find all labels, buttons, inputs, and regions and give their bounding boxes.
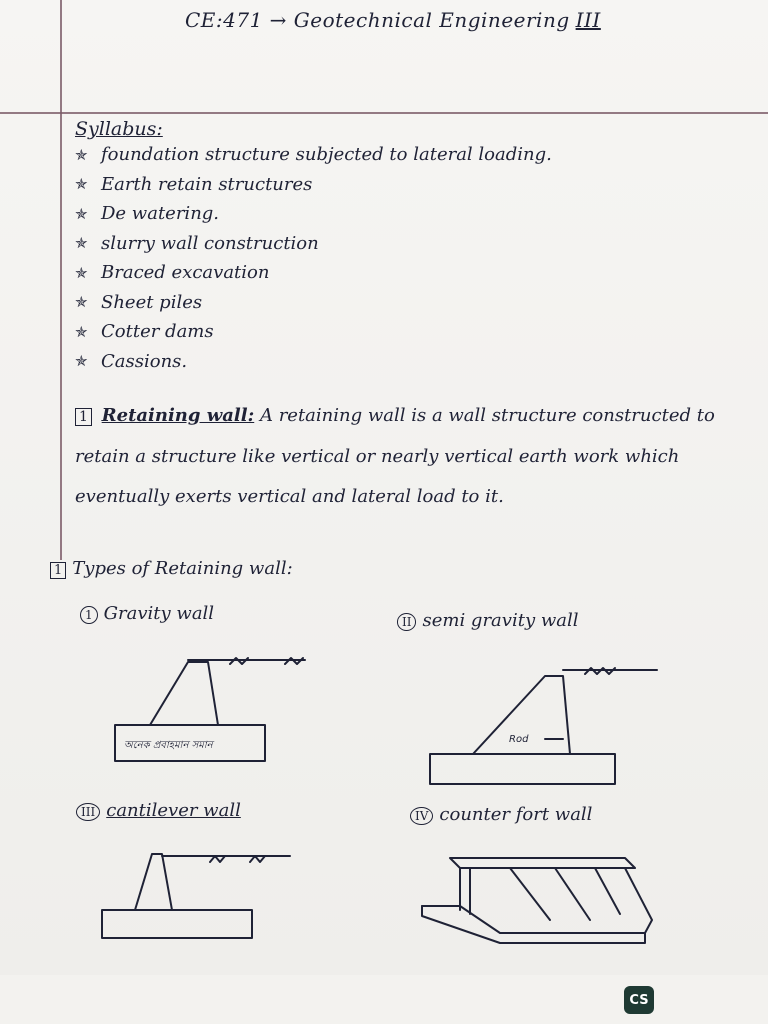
wall-number: IV xyxy=(410,807,433,825)
counterfort-base-outline xyxy=(422,868,652,933)
star-icon: ✯ xyxy=(75,293,88,312)
retaining-wall-heading: Retaining wall: xyxy=(101,405,255,426)
title-text: CE:471 → Geotechnical Engineering xyxy=(185,8,570,32)
syllabus-list xyxy=(75,140,552,376)
syllabus-item: Braced excavation xyxy=(101,262,270,284)
wall-label-gravity xyxy=(80,603,214,624)
syllabus-item: Cotter dams xyxy=(101,321,214,343)
types-heading-text: Types of Retaining wall: xyxy=(72,558,293,579)
list-item xyxy=(75,229,552,259)
camscanner-badge: CS xyxy=(624,986,654,1014)
semi-gravity-wall-sketch xyxy=(425,662,665,792)
wall-number: 1 xyxy=(80,606,98,624)
gravity-wall-sketch xyxy=(110,650,310,770)
gravity-base-label: অনেক প্রবাহমান সমান xyxy=(124,740,213,751)
syllabus-heading: Syllabus: xyxy=(75,118,163,140)
wall-number: II xyxy=(397,613,416,631)
section-number: 1 xyxy=(50,562,66,579)
cantilever-stem xyxy=(135,854,172,910)
star-icon: ✯ xyxy=(75,234,88,253)
types-heading xyxy=(50,558,293,579)
rod-label: Rod xyxy=(509,734,529,745)
counterfort-base xyxy=(422,906,645,943)
wall-name: Gravity wall xyxy=(103,603,215,624)
cantilever-base xyxy=(102,910,252,938)
star-icon: ✯ xyxy=(75,263,88,282)
list-item xyxy=(75,288,552,318)
cantilever-wall-sketch xyxy=(100,848,300,948)
syllabus-item: Cassions. xyxy=(101,350,188,372)
star-icon: ✯ xyxy=(75,175,88,194)
wall-label-cantilever xyxy=(76,800,241,821)
retaining-wall-definition xyxy=(75,396,765,517)
gravity-wall-body xyxy=(150,662,218,725)
syllabus-item: De watering. xyxy=(101,203,220,225)
semi-gravity-wall-base xyxy=(430,754,615,784)
wall-name: cantilever wall xyxy=(106,800,241,821)
star-icon: ✯ xyxy=(75,145,88,164)
list-item xyxy=(75,199,552,229)
list-item xyxy=(75,258,552,288)
title-roman: III xyxy=(575,8,601,32)
wall-label-counterfort xyxy=(410,804,592,825)
syllabus-item: slurry wall construction xyxy=(101,232,319,254)
retaining-wall-text: A retaining wall is a wall structure constructed to retain a structure like vertical or nearly vertical earth work which eventually exerts vertical and lateral load to it. xyxy=(75,405,715,507)
counterfort-wall-sketch xyxy=(420,848,660,948)
star-icon: ✯ xyxy=(75,352,88,371)
header-rule xyxy=(0,112,768,114)
syllabus-item: foundation structure subjected to lateral loading. xyxy=(101,144,552,166)
wall-number: III xyxy=(76,803,100,821)
section-number: 1 xyxy=(75,408,92,426)
syllabus-item: Sheet piles xyxy=(101,291,203,313)
counterfort-top xyxy=(450,858,635,868)
star-icon: ✯ xyxy=(75,322,88,341)
list-item xyxy=(75,140,552,170)
margin-rule xyxy=(60,0,62,560)
list-item xyxy=(75,347,552,377)
syllabus-item: Earth retain structures xyxy=(101,173,313,195)
star-icon: ✯ xyxy=(75,204,88,223)
list-item xyxy=(75,170,552,200)
page-title xyxy=(185,8,601,32)
wall-name: counter fort wall xyxy=(439,804,593,825)
wall-name: semi gravity wall xyxy=(422,610,579,631)
counterfort-ribs xyxy=(510,868,620,920)
wall-label-semi-gravity xyxy=(397,610,578,631)
list-item xyxy=(75,317,552,347)
